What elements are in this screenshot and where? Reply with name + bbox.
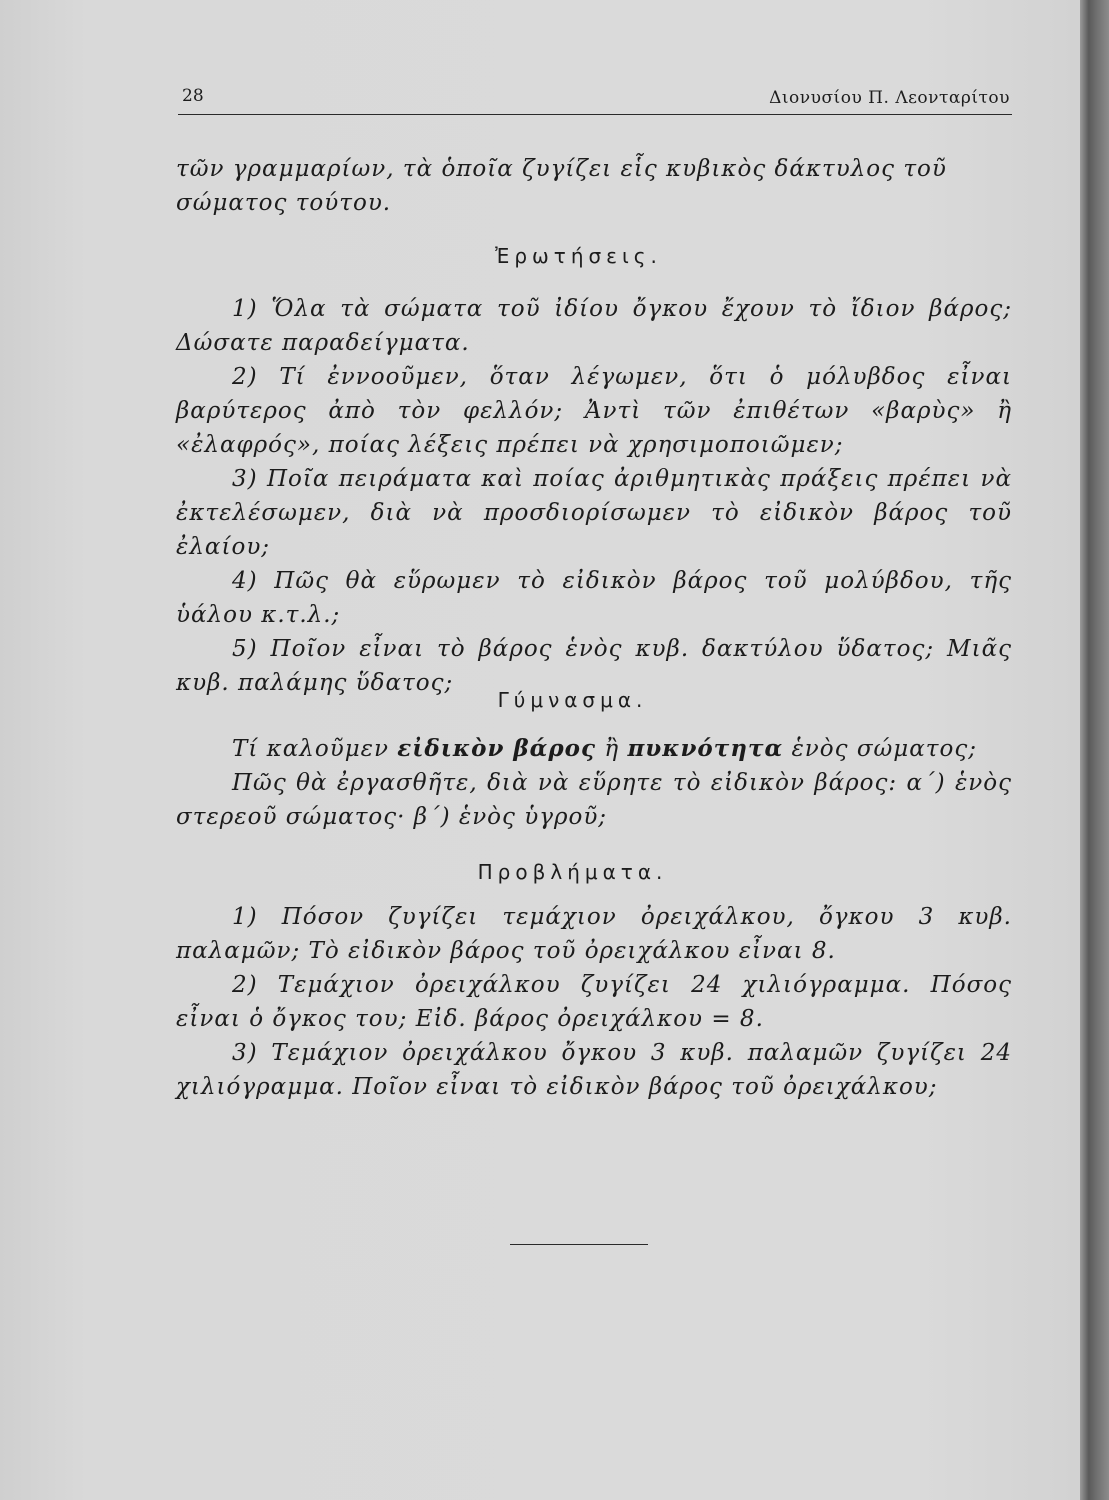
running-title: Διονυσίου Π. Λεονταρίτου xyxy=(769,88,1010,108)
problem-item: 3) Τεμάχιον ὀρειχάλκου ὄγκου 3 κυβ. παλαμῶν ζυγίζει 24 χιλιόγραμμα. Ποῖον εἶναι τὸ εἰδικὸν βάρος τοῦ ὀρειχάλκου; xyxy=(176,1040,1012,1100)
questions-heading: Ἐρωτήσεις. xyxy=(495,244,662,268)
exercise-text xyxy=(176,732,1012,834)
exercise-question: Πῶς θὰ ἐργασθῆτε, διὰ νὰ εὕρητε τὸ εἰδικὸν βάρος: α΄) ἑνὸς στερεοῦ σώματος· β΄) ἑνὸς ὑγροῦ; xyxy=(176,770,1012,830)
problems-heading: Προβλήματα. xyxy=(477,860,668,884)
problems-list xyxy=(176,900,1012,1104)
exercise-text-b: ἢ xyxy=(596,736,628,762)
question-item: 1) Ὅλα τὰ σώματα τοῦ ἰδίου ὄγκου ἔχουν τὸ ἴδιον βάρος; Δώσατε παραδείγματα. xyxy=(176,296,1012,356)
page-binding-edge xyxy=(1080,0,1109,1500)
question-item: 2) Τί ἐννοοῦμεν, ὅταν λέγωμεν, ὅτι ὁ μόλυβδος εἶναι βαρύτερος ἀπὸ τὸν φελλόν; Ἀντὶ τῶν ἐπιθέτων «βαρὺς» ἢ «ἐλαφρός», ποίας λέξεις πρέπει νὰ χρησιμοποιῶμεν; xyxy=(176,364,1012,458)
term-specific-weight: εἰδικὸν βάρος xyxy=(397,735,597,762)
intro-paragraph: τῶν γραμμαρίων, τὰ ὁποῖα ζυγίζει εἷς κυβικὸς δάκτυλος τοῦ σώματος τούτου. xyxy=(176,156,947,216)
term-density: πυκνότητα xyxy=(627,735,784,762)
exercise-heading: Γύμνασμα. xyxy=(497,688,648,712)
problem-item: 1) Πόσον ζυγίζει τεμάχιον ὀρειχάλκου, ὄγκου 3 κυβ. παλαμῶν; Τὸ εἰδικὸν βάρος τοῦ ὀρειχάλκου εἶναι 8. xyxy=(176,904,1012,964)
question-item: 3) Ποῖα πειράματα καὶ ποίας ἀριθμητικὰς πράξεις πρέπει νὰ ἐκτελέσωμεν, διὰ νὰ προσδιορίσωμεν τὸ εἰδικὸν βάρος τοῦ ἐλαίου; xyxy=(176,466,1012,560)
exercise-text-c: ἑνὸς σώματος; xyxy=(783,736,977,762)
questions-list xyxy=(176,292,1012,700)
question-item: 5) Ποῖον εἶναι τὸ βάρος ἑνὸς κυβ. δακτύλου ὕδατος; Μιᾶς κυβ. παλάμης ὕδατος; xyxy=(176,636,1012,696)
exercise-text-a: Τί καλοῦμεν xyxy=(232,736,398,762)
exercise-question xyxy=(176,732,1012,766)
question-item: 4) Πῶς θὰ εὕρωμεν τὸ εἰδικὸν βάρος τοῦ μολύβδου, τῆς ὑάλου κ.τ.λ.; xyxy=(176,568,1012,628)
problem-item: 2) Τεμάχιον ὀρειχάλκου ζυγίζει 24 χιλιόγραμμα. Πόσος εἶναι ὁ ὄγκος του; Εἰδ. βάρος ὀρειχάλκου = 8. xyxy=(176,972,1012,1032)
page-number: 28 xyxy=(182,86,204,106)
end-rule xyxy=(510,1244,648,1245)
running-head xyxy=(178,84,1012,115)
